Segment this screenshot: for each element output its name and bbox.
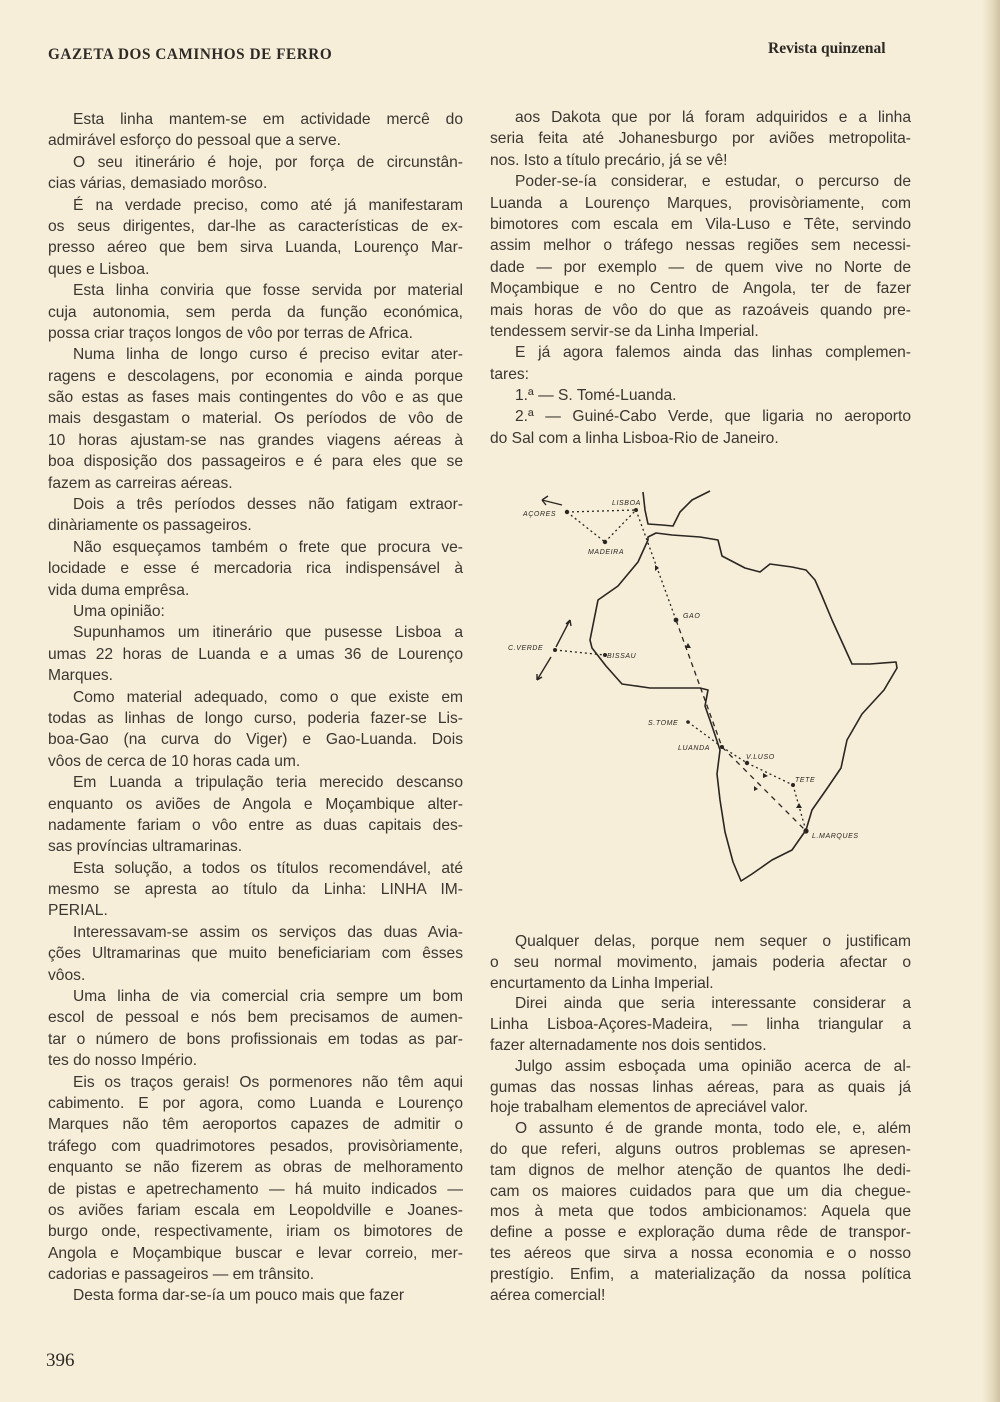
map-label-luanda: LUANDA [678, 745, 710, 752]
text-line: Interessavam-se assim os serviços das duas Avia- [73, 923, 463, 941]
text-line: cam os maiores cuidados para que um dia chegue- [490, 1182, 911, 1200]
paragraph [48, 858, 463, 922]
map-label-acores: AÇORES [523, 511, 557, 518]
paragraph [48, 772, 463, 858]
text-line: O assunto é de grande monta, todo ele, e, além [515, 1120, 911, 1138]
text-line: É na verdade preciso, como até já manifestaram [73, 196, 463, 214]
map-label-tete: TETE [795, 777, 816, 784]
text-line: cabimento. E por agora, como Luanda e Lourenço [48, 1094, 463, 1112]
text-line: define a posse e exploração duma rêde de transpor- [490, 1224, 911, 1242]
paragraph [490, 1119, 911, 1306]
paragraph [490, 171, 911, 342]
text-line: presso aéreo que bem sirva Luanda, Lourenço Mar- [48, 239, 463, 257]
text-line: nadamente fariam o vôo entre as duas capitais des- [48, 816, 463, 834]
text-line: O seu itinerário é hoje, por força de circunstân- [73, 153, 463, 171]
text-line: vôos de cerca de 10 horas cada um. [48, 752, 301, 770]
text-line: Poder-se-ía considerar, e estudar, o percurso de [515, 173, 911, 191]
dot-stome [686, 720, 690, 724]
text-line: gumas das nossas linhas aéreas, para as quais já [490, 1078, 911, 1096]
plane-icon [763, 773, 768, 778]
map-label-gao: GAO [683, 613, 701, 620]
paragraph [48, 195, 463, 281]
route-vluso-tete [747, 763, 793, 785]
publication-title: GAZETA DOS CAMINHOS DE FERRO [48, 46, 333, 63]
text-line: tares: [490, 365, 529, 383]
text-line: mais horas de vôo do que as razoáveis quando pre- [490, 301, 911, 319]
text-line: tes aéreos que sirva a nossa economia e o nosso [490, 1244, 911, 1262]
text-line: mais desgastam o material. Os períodos de vôo de [48, 410, 463, 428]
arrow-cverde-north-icon [556, 620, 571, 647]
text-line: enquanto se não fizerem as obras de melhoramento [48, 1159, 463, 1177]
text-line: cias várias, demasiado morôso. [48, 175, 268, 193]
text-line: tar o número de bons profissionais em todas as par- [48, 1030, 463, 1048]
paragraph [490, 1057, 911, 1119]
text-line: Qualquer delas, porque nem sequer o justificam [515, 933, 911, 950]
text-line: escol de pessoal e nós bem precisamos de aumen- [48, 1009, 463, 1027]
text-line: cuja autonomia, sem perda da função económica, [48, 303, 463, 321]
paragraph [48, 601, 463, 622]
right-column-bottom [490, 932, 911, 1306]
text-line: os aviões fariam escala em Leopoldville e Joanes- [48, 1201, 463, 1219]
dot-lisboa [634, 508, 638, 512]
text-line: Desta forma dar-se-ía um pouco mais que fazer [73, 1287, 405, 1305]
paragraph [48, 280, 463, 344]
dot-lmarques [803, 828, 808, 833]
map-label-stome: S.TOME [648, 720, 679, 727]
text-line: prestígio. Enfim, a materialização da nossa política [490, 1265, 911, 1283]
text-line: Marques. [48, 667, 114, 685]
route-gao-luanda [676, 620, 722, 747]
route-acores-lisboa [567, 510, 636, 512]
text-line: fazer alternadamente nos dois sentidos. [490, 1036, 767, 1054]
iberia-coastline [643, 491, 710, 526]
text-line: assim melhor o tráfego nessas regiões sem necessi- [490, 237, 911, 255]
text-line: Direi ainda que seria interessante considerar a [515, 995, 911, 1013]
text-line: umas 22 horas de Luanda e a umas 36 de Lourenço [48, 645, 463, 663]
text-line: tes do nosso Império. [48, 1052, 198, 1070]
text-line: do que referi, alguns outros problemas se apresen- [490, 1140, 911, 1158]
text-line: são estas as fases mais contingentes do vôo e as que [48, 389, 463, 407]
dot-gao [674, 618, 679, 623]
text-line: todas as linhas de longo curso, poderia fazer-se Lis- [48, 709, 463, 727]
map-label-bissau: BISSAU [607, 653, 637, 660]
text-line: dade — por exemplo — de quem vive no Norte de [490, 258, 911, 276]
text-line: do Sal com a linha Lisboa-Rio de Janeiro. [490, 429, 779, 447]
dot-acores [565, 510, 569, 514]
paragraph [48, 986, 463, 1072]
text-line: hoje trabalham elementos de apreciável valor. [490, 1099, 809, 1117]
text-line: boa-Gao (na curva do Viger) e Gao-Luanda. Dois [48, 731, 463, 749]
page-number: 396 [46, 1350, 75, 1371]
map-label-madeira: MADEIRA [588, 549, 625, 556]
paragraph [48, 109, 463, 152]
text-line: Marques não têm aeroportos capazes de admitir o [48, 1116, 463, 1134]
paragraph [48, 1285, 463, 1306]
text-line: tam dignos de melhor atenção de quantos lhe dedi- [490, 1161, 911, 1179]
text-line: ções Ultramarinas que muito beneficiariam com êsses [48, 945, 463, 963]
text-line: seria feita até Johanesburgo por aviões metropolita- [490, 130, 911, 148]
text-line: Como material adequado, como o que existe em [73, 688, 463, 706]
text-line: Esta linha mantem-se em actividade mercê do [73, 111, 463, 128]
map-label-lisboa: LISBOA [612, 500, 641, 507]
paragraph [48, 152, 463, 195]
air-routes-map [500, 480, 900, 890]
text-line: bimotores com escala em Vila-Luso e Tête, servindo [490, 215, 911, 233]
right-column-top [490, 107, 911, 449]
paragraph [490, 932, 911, 994]
paragraph [490, 342, 911, 385]
text-line: Supunhamos um itinerário que pusesse Lisboa a [73, 624, 463, 642]
dot-vluso [745, 761, 749, 765]
route-luanda-vluso [722, 747, 747, 763]
text-line: enquanto os aviões de Angola e Moçambique alter- [48, 795, 463, 813]
paragraph [48, 494, 463, 537]
paragraph [490, 406, 911, 449]
plane-icon [655, 565, 659, 571]
text-line: mesmo se apresta ao título da Linha: LINHA IM- [48, 881, 463, 899]
publication-subtitle: Revista quinzenal [768, 40, 886, 57]
text-line: vôos. [48, 966, 86, 984]
text-line: Esta linha conviria que fosse servida por material [73, 282, 463, 300]
text-line: Julgo assim esboçada uma opinião acerca de al- [515, 1057, 911, 1075]
plane-icon [754, 786, 758, 791]
text-line: nos. Isto a título precário, já se vê! [490, 151, 728, 169]
text-line: Numa linha de longo curso é preciso evitar ater- [73, 346, 463, 364]
text-line: o seu normal movimento, jamais poderia afectar o [490, 953, 911, 971]
text-line: tendessem servir-se da Linha Imperial. [490, 322, 759, 340]
text-line: 2.ª — Guiné-Cabo Verde, que ligaria no aeroporto [515, 408, 911, 426]
dot-luanda [720, 745, 724, 749]
text-line: encurtamento da Linha Imperial. [490, 974, 714, 992]
map-label-vluso: V.LUSO [746, 754, 775, 761]
text-line: fazem as carreiras aéreas. [48, 474, 233, 492]
africa-coastline [590, 533, 897, 881]
route-madeira-lisboa [605, 510, 636, 542]
text-line: sas províncias ultramarinas. [48, 838, 243, 856]
text-line: boa disposição dos passageiros e é para eles que se [48, 453, 463, 471]
paragraph [490, 994, 911, 1056]
text-line: aos Dakota que por lá foram adquiridos e a linha [515, 109, 911, 126]
scan-edge-shadow [982, 0, 1000, 1402]
text-line: os seus dirigentes, dar-lhe as características de ex- [48, 217, 463, 235]
text-line: Dois a três períodos desses não fatigam extraor- [73, 496, 463, 514]
text-line: mos à meta que todos ambicionamos: Aquela que [490, 1203, 911, 1221]
dot-cverde [553, 648, 557, 652]
text-line: cadorias e passageiros — em trânsito. [48, 1266, 315, 1284]
text-line: Esta solução, a todos os títulos recomendável, até [73, 859, 463, 877]
text-line: Em Luanda a tripulação teria merecido descanso [73, 774, 463, 792]
text-line: de pistas e apetrechamento — há muito indicados — [48, 1180, 463, 1198]
text-line: dinàriamente os passageiros. [48, 517, 252, 535]
text-line: PERIAL. [48, 902, 108, 920]
paragraph [48, 537, 463, 601]
paragraph [48, 622, 463, 686]
text-line: burgo onde, respectivamente, iriam os bimotores de [48, 1223, 463, 1241]
arrow-cverde-south-icon [537, 657, 551, 680]
text-line: Angola e Moçambique buscar e levar correio, mer- [48, 1244, 463, 1262]
paragraph [490, 385, 911, 406]
paragraph [48, 687, 463, 773]
map-label-lmarques: L.MARQUES [812, 833, 859, 840]
text-line: admirável esforço do pessoal que a serve. [48, 132, 341, 150]
left-column [48, 109, 463, 1307]
text-line: vida duma emprêsa. [48, 581, 190, 599]
text-line: ques e Lisboa. [48, 260, 150, 278]
paragraph [48, 1072, 463, 1286]
paragraph [48, 922, 463, 986]
text-line: Uma opinião: [73, 602, 165, 620]
text-line: locidade e esse é mercadoria rica indispensável à [48, 560, 463, 578]
text-line: Luanda a Lourenço Marques, provisòriamente, com [490, 194, 911, 212]
paragraph [48, 344, 463, 494]
text-line: possa criar traços longos de vôo por terras de Africa. [48, 324, 413, 342]
arrow-acores-icon [542, 496, 562, 505]
text-line: ragens e descolagens, por economia e ainda porque [48, 367, 463, 385]
text-line: Linha Lisboa-Açores-Madeira, — linha triangular a [490, 1016, 911, 1034]
text-line: Moçambique e no Centro de Angola, ter de fazer [490, 280, 911, 298]
plane-icon [796, 803, 802, 808]
text-line: Eis os traços gerais! Os pormenores não têm aqui [73, 1073, 463, 1091]
text-line: Não esqueçamos também o frete que procura ve- [73, 538, 463, 556]
text-line: tráfego com quadrimotores pesados, provisòriamente, [48, 1137, 463, 1155]
text-line: Uma linha de via comercial cria sempre um bom [73, 988, 463, 1006]
map-label-cverde: C.VERDE [508, 645, 544, 652]
dot-madeira [603, 540, 607, 544]
paragraph [490, 107, 911, 171]
text-line: 1.ª — S. Tomé-Luanda. [515, 387, 677, 405]
text-line: 10 horas ajustam-se nas grandes viagens aéreas à [48, 431, 463, 449]
route-acores-madeira [567, 512, 605, 542]
text-line: E já agora falemos ainda das linhas complemen- [515, 344, 911, 362]
text-line: aérea comercial! [490, 1286, 606, 1304]
